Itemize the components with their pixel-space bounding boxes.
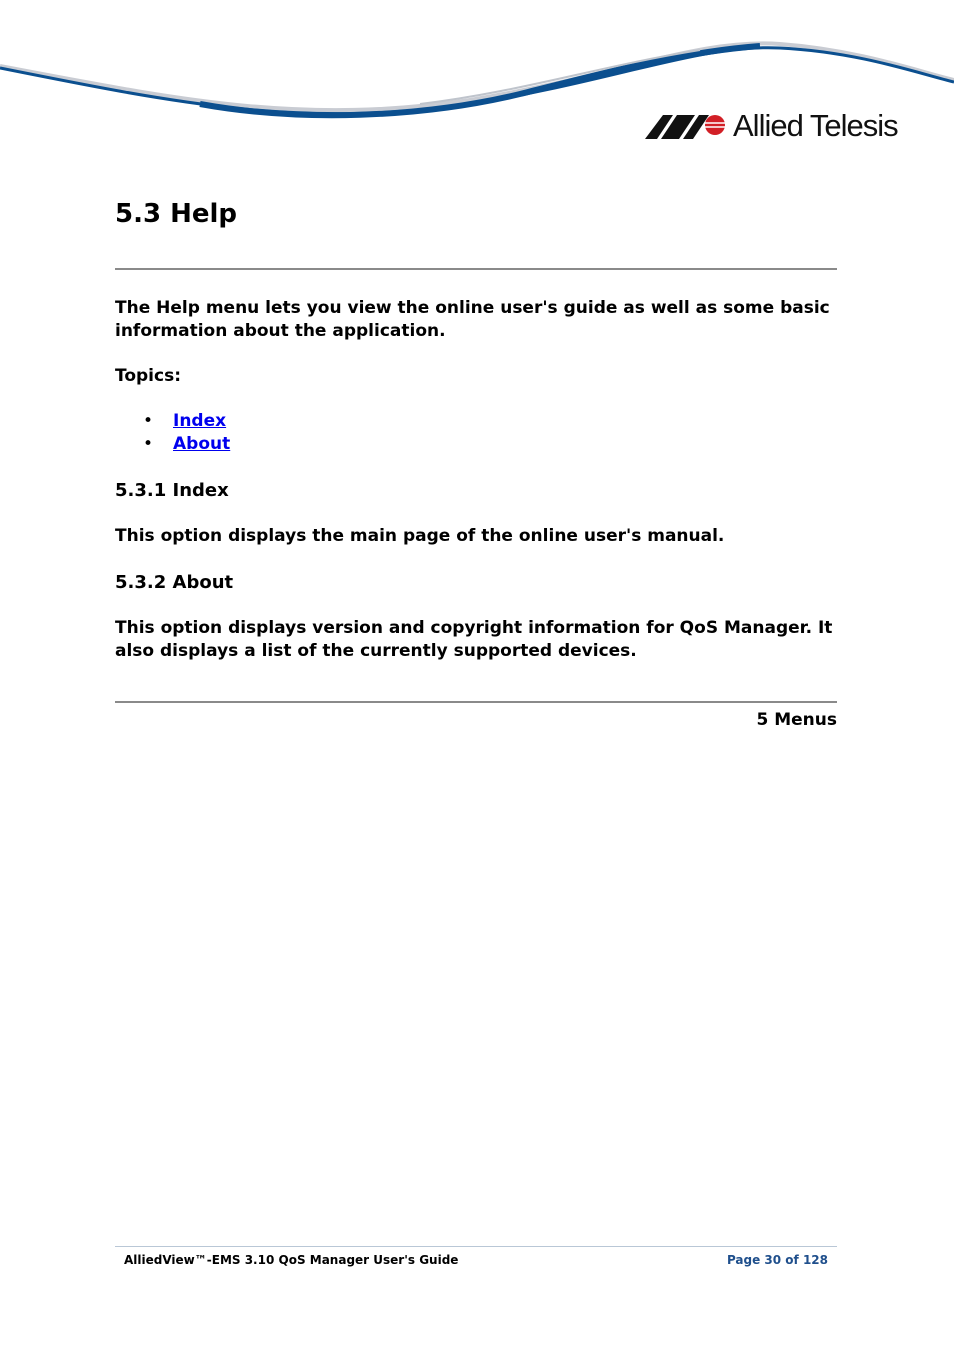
allied-telesis-mark-icon [645, 111, 727, 141]
footer-divider [115, 1246, 837, 1247]
logo-text: Allied Telesis [733, 108, 898, 143]
page-title: 5.3 Help [115, 199, 238, 229]
title-divider [115, 268, 837, 270]
bottom-divider [115, 701, 837, 703]
section-heading-index: 5.3.1 Index [115, 480, 229, 501]
section-body-about: This option displays version and copyright information for QoS Manager. It also displays a list of the currently supported devices. [115, 618, 833, 661]
section-body-index: This option displays the main page of the online user's manual. [115, 526, 725, 546]
intro-paragraph: The Help menu lets you view the online user's guide as well as some basic information about the application. [115, 298, 830, 341]
footer-guide-title: AlliedView™-EMS 3.10 QoS Manager User's Guide [124, 1253, 459, 1267]
topic-link-index[interactable]: Index [173, 411, 227, 431]
topics-list [115, 410, 837, 456]
footer-page-number: Page 30 of 128 [726, 1253, 828, 1267]
allied-telesis-logo [645, 108, 898, 144]
chapter-label: 5 Menus [756, 710, 837, 730]
topic-link-about[interactable]: About [173, 434, 231, 454]
list-item [115, 433, 837, 456]
section-heading-about: 5.3.2 About [115, 572, 234, 593]
list-item [115, 410, 837, 433]
topics-label: Topics: [115, 366, 182, 386]
